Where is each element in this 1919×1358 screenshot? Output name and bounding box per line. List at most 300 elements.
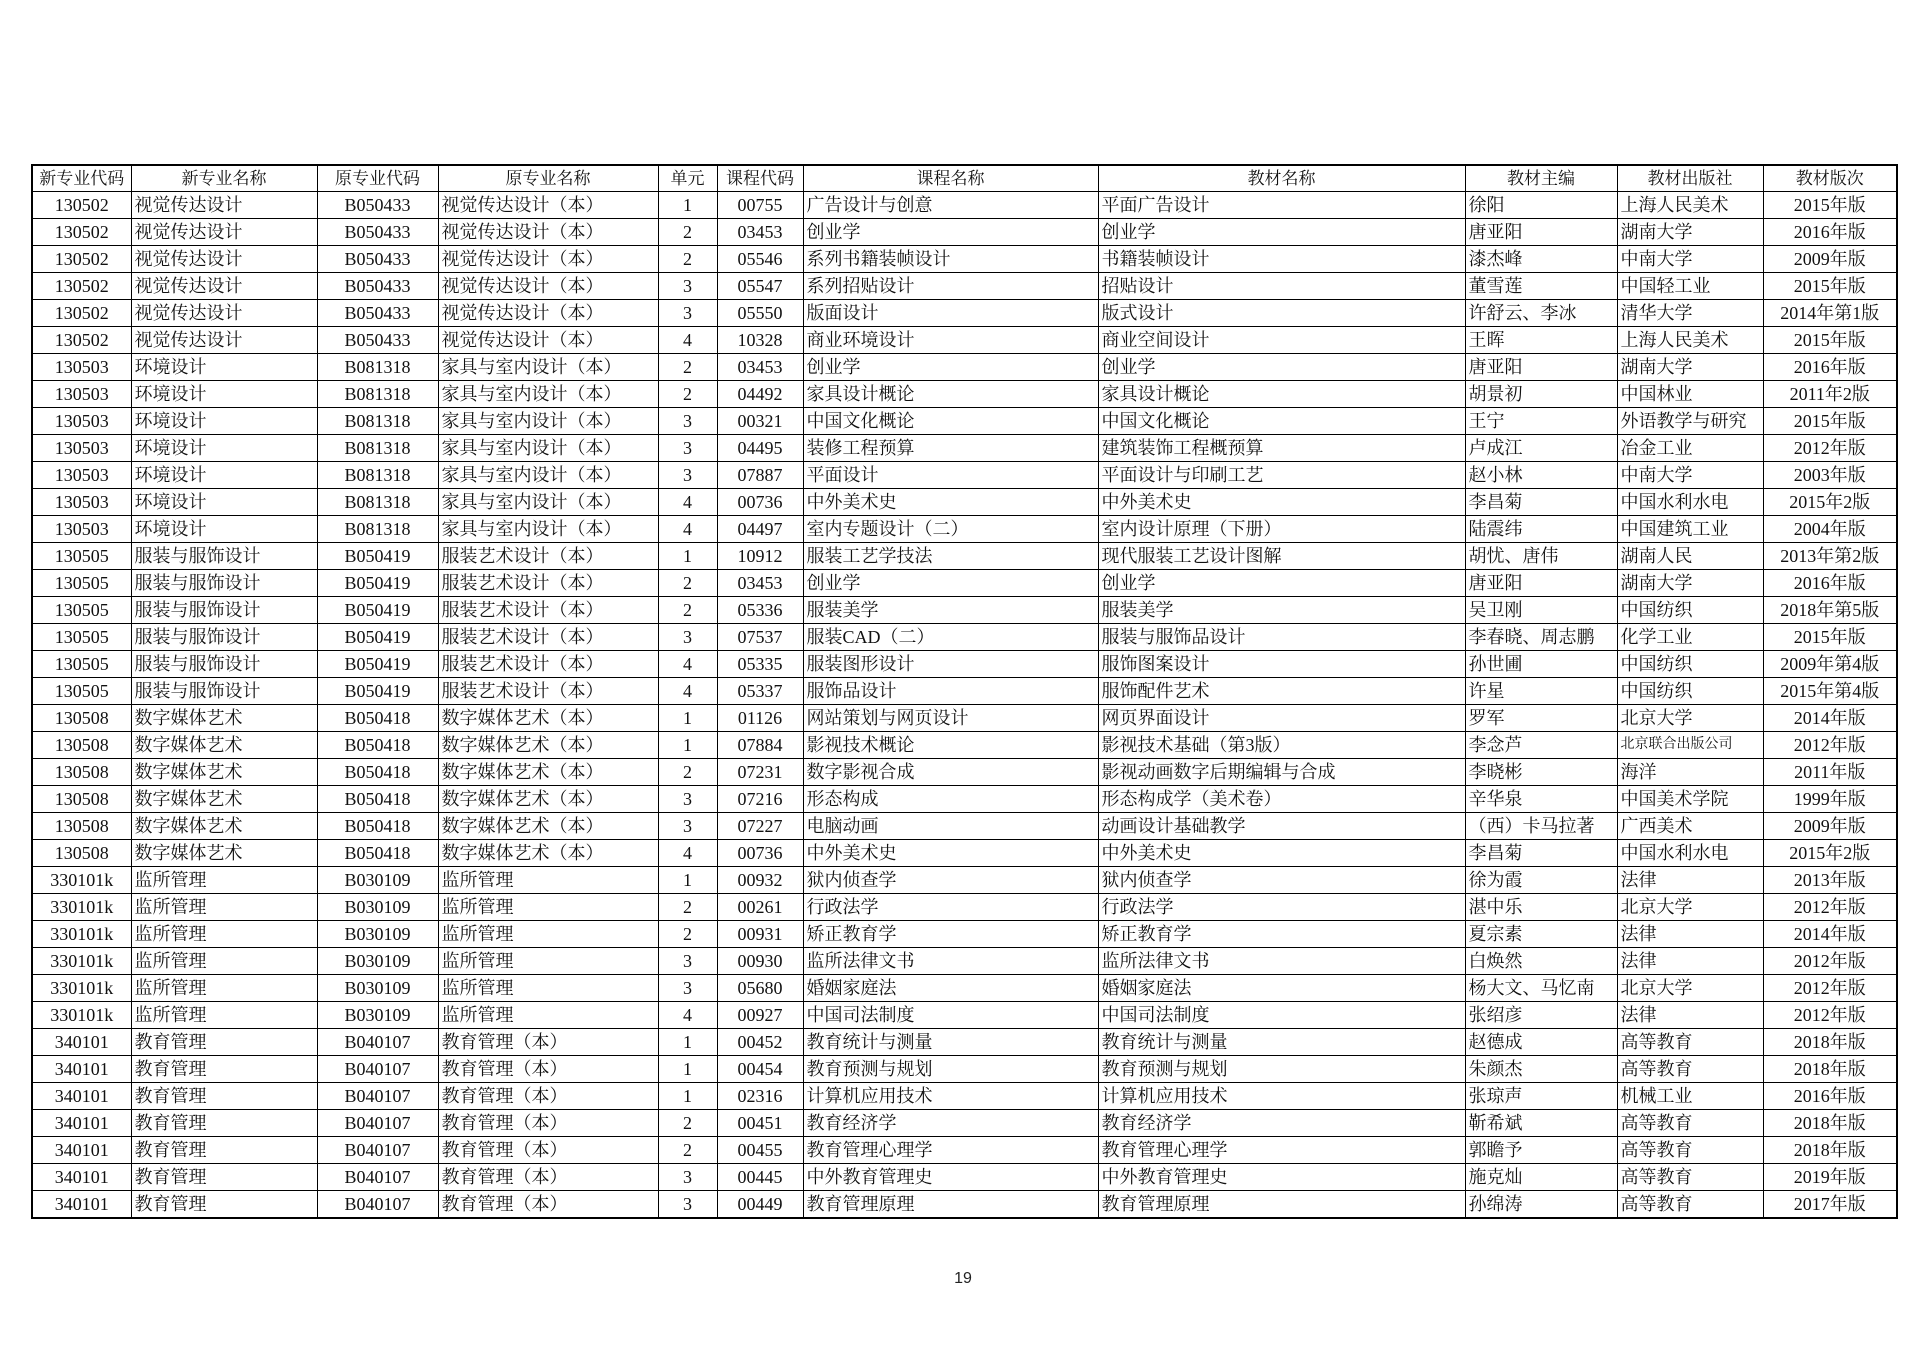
cell-new-major-name: 环境设计 — [131, 435, 317, 462]
cell-textbook-edition: 2015年版 — [1763, 327, 1897, 354]
cell-textbook-publisher: 湖南人民 — [1617, 543, 1763, 570]
cell-new-major-code: 330101k — [32, 867, 131, 894]
cell-orig-major-name: 服装艺术设计（本） — [438, 624, 658, 651]
cell-textbook-name: 行政法学 — [1098, 894, 1465, 921]
cell-new-major-code: 340101 — [32, 1164, 131, 1191]
cell-textbook-editor: 罗军 — [1465, 705, 1617, 732]
cell-unit: 2 — [658, 1137, 717, 1164]
cell-textbook-edition: 2018年版 — [1763, 1137, 1897, 1164]
cell-textbook-name: 影视技术基础（第3版） — [1098, 732, 1465, 759]
cell-textbook-editor: 赵小林 — [1465, 462, 1617, 489]
cell-course-name: 系列书籍装帧设计 — [803, 246, 1098, 273]
table-row — [32, 192, 1897, 219]
cell-textbook-edition: 2012年版 — [1763, 1002, 1897, 1029]
cell-new-major-code: 340101 — [32, 1029, 131, 1056]
table-row — [32, 1029, 1897, 1056]
cell-orig-major-code: B081318 — [317, 462, 438, 489]
cell-course-name: 监所法律文书 — [803, 948, 1098, 975]
cell-course-name: 创业学 — [803, 570, 1098, 597]
cell-new-major-name: 数字媒体艺术 — [131, 732, 317, 759]
cell-new-major-code: 340101 — [32, 1056, 131, 1083]
cell-textbook-edition: 2014年版 — [1763, 921, 1897, 948]
cell-textbook-name: 服饰配件艺术 — [1098, 678, 1465, 705]
cell-textbook-publisher: 上海人民美术 — [1617, 192, 1763, 219]
cell-new-major-name: 环境设计 — [131, 489, 317, 516]
cell-textbook-editor: 辛华泉 — [1465, 786, 1617, 813]
header-new-major-code: 新专业代码 — [32, 165, 131, 192]
cell-textbook-editor: 胡忧、唐伟 — [1465, 543, 1617, 570]
table-row — [32, 597, 1897, 624]
cell-orig-major-code: B050433 — [317, 273, 438, 300]
cell-orig-major-code: B050418 — [317, 840, 438, 867]
cell-textbook-edition: 2012年版 — [1763, 732, 1897, 759]
page-number: 19 — [954, 1270, 972, 1287]
cell-textbook-name: 中外美术史 — [1098, 840, 1465, 867]
cell-textbook-publisher: 北京联合出版公司 — [1617, 732, 1763, 759]
cell-course-name: 服装美学 — [803, 597, 1098, 624]
cell-textbook-editor: 李昌菊 — [1465, 840, 1617, 867]
cell-new-major-name: 环境设计 — [131, 381, 317, 408]
cell-textbook-name: 教育经济学 — [1098, 1110, 1465, 1137]
header-textbook-name: 教材名称 — [1098, 165, 1465, 192]
cell-course-name: 教育统计与测量 — [803, 1029, 1098, 1056]
cell-textbook-publisher: 中国纺织 — [1617, 597, 1763, 624]
cell-new-major-code: 330101k — [32, 975, 131, 1002]
cell-textbook-editor: 李念芦 — [1465, 732, 1617, 759]
cell-orig-major-name: 数字媒体艺术（本） — [438, 813, 658, 840]
cell-new-major-code: 130508 — [32, 840, 131, 867]
cell-new-major-name: 环境设计 — [131, 408, 317, 435]
cell-orig-major-name: 监所管理 — [438, 948, 658, 975]
cell-course-code: 00927 — [717, 1002, 803, 1029]
table-body — [32, 192, 1897, 1219]
cell-orig-major-name: 服装艺术设计（本） — [438, 543, 658, 570]
cell-orig-major-code: B030109 — [317, 894, 438, 921]
cell-course-name: 数字影视合成 — [803, 759, 1098, 786]
cell-orig-major-name: 教育管理（本） — [438, 1083, 658, 1110]
table-row — [32, 894, 1897, 921]
cell-course-name: 服装CAD（二） — [803, 624, 1098, 651]
header-textbook-editor: 教材主编 — [1465, 165, 1617, 192]
cell-textbook-publisher: 中国水利水电 — [1617, 489, 1763, 516]
cell-orig-major-code: B050419 — [317, 624, 438, 651]
cell-course-code: 04492 — [717, 381, 803, 408]
header-new-major-name: 新专业名称 — [131, 165, 317, 192]
cell-orig-major-name: 数字媒体艺术（本） — [438, 705, 658, 732]
header-orig-major-name: 原专业名称 — [438, 165, 658, 192]
cell-textbook-edition: 2013年版 — [1763, 867, 1897, 894]
table-row — [32, 408, 1897, 435]
cell-textbook-edition: 2014年第1版 — [1763, 300, 1897, 327]
cell-unit: 4 — [658, 1002, 717, 1029]
cell-course-code: 05336 — [717, 597, 803, 624]
cell-textbook-name: 平面设计与印刷工艺 — [1098, 462, 1465, 489]
cell-new-major-code: 330101k — [32, 921, 131, 948]
cell-orig-major-name: 数字媒体艺术（本） — [438, 759, 658, 786]
cell-orig-major-code: B050419 — [317, 678, 438, 705]
header-course-code: 课程代码 — [717, 165, 803, 192]
cell-textbook-name: 动画设计基础教学 — [1098, 813, 1465, 840]
cell-textbook-name: 家具设计概论 — [1098, 381, 1465, 408]
cell-new-major-name: 监所管理 — [131, 1002, 317, 1029]
cell-textbook-edition: 2011年2版 — [1763, 381, 1897, 408]
cell-orig-major-name: 家具与室内设计（本） — [438, 462, 658, 489]
course-table-container — [31, 164, 1896, 1219]
cell-textbook-edition: 2012年版 — [1763, 948, 1897, 975]
table-row — [32, 840, 1897, 867]
cell-textbook-publisher: 高等教育 — [1617, 1029, 1763, 1056]
cell-new-major-name: 监所管理 — [131, 867, 317, 894]
cell-course-name: 中国文化概论 — [803, 408, 1098, 435]
table-row — [32, 624, 1897, 651]
cell-new-major-name: 数字媒体艺术 — [131, 705, 317, 732]
cell-orig-major-name: 视觉传达设计（本） — [438, 327, 658, 354]
table-row — [32, 327, 1897, 354]
cell-new-major-name: 教育管理 — [131, 1137, 317, 1164]
cell-textbook-publisher: 湖南大学 — [1617, 354, 1763, 381]
cell-new-major-name: 数字媒体艺术 — [131, 813, 317, 840]
cell-textbook-name: 现代服装工艺设计图解 — [1098, 543, 1465, 570]
cell-textbook-edition: 1999年版 — [1763, 786, 1897, 813]
cell-course-code: 07884 — [717, 732, 803, 759]
cell-new-major-name: 视觉传达设计 — [131, 327, 317, 354]
cell-course-code: 07216 — [717, 786, 803, 813]
cell-new-major-name: 服装与服饰设计 — [131, 543, 317, 570]
cell-textbook-edition: 2015年2版 — [1763, 489, 1897, 516]
cell-new-major-code: 130503 — [32, 381, 131, 408]
table-row — [32, 219, 1897, 246]
cell-textbook-edition: 2018年版 — [1763, 1110, 1897, 1137]
cell-textbook-name: 室内设计原理（下册） — [1098, 516, 1465, 543]
cell-orig-major-name: 家具与室内设计（本） — [438, 516, 658, 543]
cell-orig-major-code: B030109 — [317, 1002, 438, 1029]
cell-textbook-name: 网页界面设计 — [1098, 705, 1465, 732]
cell-textbook-publisher: 中国水利水电 — [1617, 840, 1763, 867]
cell-new-major-name: 服装与服饰设计 — [131, 597, 317, 624]
cell-orig-major-code: B040107 — [317, 1056, 438, 1083]
cell-orig-major-code: B081318 — [317, 435, 438, 462]
cell-course-name: 中国司法制度 — [803, 1002, 1098, 1029]
cell-new-major-code: 130503 — [32, 354, 131, 381]
cell-new-major-name: 监所管理 — [131, 921, 317, 948]
cell-textbook-editor: 卢成江 — [1465, 435, 1617, 462]
cell-new-major-code: 130505 — [32, 624, 131, 651]
cell-course-name: 影视技术概论 — [803, 732, 1098, 759]
cell-course-code: 01126 — [717, 705, 803, 732]
cell-textbook-edition: 2009年版 — [1763, 246, 1897, 273]
cell-course-name: 教育预测与规划 — [803, 1056, 1098, 1083]
cell-orig-major-code: B050433 — [317, 219, 438, 246]
cell-new-major-code: 130502 — [32, 273, 131, 300]
table-header — [32, 165, 1897, 192]
cell-unit: 2 — [658, 570, 717, 597]
cell-new-major-name: 教育管理 — [131, 1191, 317, 1219]
table-row — [32, 543, 1897, 570]
table-row — [32, 813, 1897, 840]
cell-new-major-name: 服装与服饰设计 — [131, 570, 317, 597]
cell-new-major-code: 130503 — [32, 462, 131, 489]
cell-textbook-publisher: 机械工业 — [1617, 1083, 1763, 1110]
cell-textbook-publisher: 法律 — [1617, 948, 1763, 975]
cell-unit: 2 — [658, 597, 717, 624]
cell-textbook-name: 中外美术史 — [1098, 489, 1465, 516]
cell-textbook-editor: 杨大文、马忆南 — [1465, 975, 1617, 1002]
cell-orig-major-name: 服装艺术设计（本） — [438, 597, 658, 624]
cell-textbook-name: 创业学 — [1098, 354, 1465, 381]
cell-unit: 3 — [658, 435, 717, 462]
cell-orig-major-name: 视觉传达设计（本） — [438, 192, 658, 219]
cell-unit: 4 — [658, 651, 717, 678]
cell-orig-major-code: B050418 — [317, 732, 438, 759]
course-table — [31, 164, 1898, 1219]
cell-orig-major-code: B040107 — [317, 1083, 438, 1110]
cell-textbook-publisher: 上海人民美术 — [1617, 327, 1763, 354]
cell-new-major-name: 教育管理 — [131, 1110, 317, 1137]
table-row — [32, 273, 1897, 300]
cell-orig-major-code: B040107 — [317, 1164, 438, 1191]
cell-textbook-publisher: 法律 — [1617, 921, 1763, 948]
cell-unit: 1 — [658, 705, 717, 732]
cell-new-major-code: 340101 — [32, 1083, 131, 1110]
cell-course-code: 04497 — [717, 516, 803, 543]
cell-course-code: 00451 — [717, 1110, 803, 1137]
cell-textbook-editor: 唐亚阳 — [1465, 354, 1617, 381]
table-row — [32, 570, 1897, 597]
cell-textbook-editor: 许舒云、李冰 — [1465, 300, 1617, 327]
cell-new-major-code: 130505 — [32, 597, 131, 624]
cell-textbook-editor: 徐为霞 — [1465, 867, 1617, 894]
cell-course-name: 中外美术史 — [803, 840, 1098, 867]
header-textbook-publisher: 教材出版社 — [1617, 165, 1763, 192]
cell-textbook-edition: 2009年第4版 — [1763, 651, 1897, 678]
cell-orig-major-name: 视觉传达设计（本） — [438, 273, 658, 300]
cell-textbook-editor: 张琼声 — [1465, 1083, 1617, 1110]
cell-textbook-edition: 2016年版 — [1763, 570, 1897, 597]
cell-textbook-name: 中国文化概论 — [1098, 408, 1465, 435]
cell-textbook-publisher: 北京大学 — [1617, 705, 1763, 732]
cell-textbook-name: 计算机应用技术 — [1098, 1083, 1465, 1110]
cell-course-code: 00932 — [717, 867, 803, 894]
cell-orig-major-code: B081318 — [317, 489, 438, 516]
cell-unit: 2 — [658, 1110, 717, 1137]
table-row — [32, 975, 1897, 1002]
cell-course-code: 05337 — [717, 678, 803, 705]
cell-new-major-name: 环境设计 — [131, 354, 317, 381]
cell-textbook-publisher: 外语教学与研究 — [1617, 408, 1763, 435]
cell-textbook-name: 建筑装饰工程概预算 — [1098, 435, 1465, 462]
cell-course-name: 中外教育管理史 — [803, 1164, 1098, 1191]
cell-unit: 3 — [658, 948, 717, 975]
cell-textbook-publisher: 清华大学 — [1617, 300, 1763, 327]
cell-orig-major-code: B050419 — [317, 597, 438, 624]
cell-course-code: 07887 — [717, 462, 803, 489]
cell-new-major-code: 130503 — [32, 489, 131, 516]
cell-textbook-publisher: 海洋 — [1617, 759, 1763, 786]
cell-orig-major-name: 家具与室内设计（本） — [438, 354, 658, 381]
cell-new-major-name: 监所管理 — [131, 975, 317, 1002]
cell-textbook-publisher: 高等教育 — [1617, 1191, 1763, 1219]
cell-course-code: 03453 — [717, 354, 803, 381]
cell-orig-major-name: 监所管理 — [438, 921, 658, 948]
cell-orig-major-name: 教育管理（本） — [438, 1137, 658, 1164]
cell-unit: 2 — [658, 219, 717, 246]
cell-orig-major-name: 数字媒体艺术（本） — [438, 732, 658, 759]
cell-unit: 2 — [658, 921, 717, 948]
cell-course-name: 服装图形设计 — [803, 651, 1098, 678]
cell-new-major-code: 130508 — [32, 786, 131, 813]
header-textbook-edition: 教材版次 — [1763, 165, 1897, 192]
cell-new-major-name: 监所管理 — [131, 948, 317, 975]
cell-textbook-name: 教育管理心理学 — [1098, 1137, 1465, 1164]
header-orig-major-code: 原专业代码 — [317, 165, 438, 192]
table-row — [32, 354, 1897, 381]
cell-textbook-edition: 2016年版 — [1763, 1083, 1897, 1110]
cell-course-code: 04495 — [717, 435, 803, 462]
cell-textbook-edition: 2018年版 — [1763, 1029, 1897, 1056]
cell-unit: 3 — [658, 1164, 717, 1191]
cell-new-major-name: 教育管理 — [131, 1029, 317, 1056]
cell-textbook-name: 婚姻家庭法 — [1098, 975, 1465, 1002]
cell-new-major-name: 环境设计 — [131, 462, 317, 489]
cell-course-name: 室内专题设计（二） — [803, 516, 1098, 543]
cell-course-name: 矫正教育学 — [803, 921, 1098, 948]
table-row — [32, 1164, 1897, 1191]
table-row — [32, 759, 1897, 786]
cell-new-major-name: 视觉传达设计 — [131, 219, 317, 246]
cell-textbook-editor: 吴卫刚 — [1465, 597, 1617, 624]
cell-textbook-name: 书籍装帧设计 — [1098, 246, 1465, 273]
cell-course-code: 10912 — [717, 543, 803, 570]
cell-course-code: 05547 — [717, 273, 803, 300]
cell-unit: 1 — [658, 1083, 717, 1110]
cell-textbook-name: 影视动画数字后期编辑与合成 — [1098, 759, 1465, 786]
cell-course-code: 02316 — [717, 1083, 803, 1110]
cell-textbook-editor: 徐阳 — [1465, 192, 1617, 219]
table-row — [32, 948, 1897, 975]
table-row — [32, 435, 1897, 462]
cell-textbook-editor: 靳希斌 — [1465, 1110, 1617, 1137]
cell-unit: 3 — [658, 1191, 717, 1219]
cell-course-name: 形态构成 — [803, 786, 1098, 813]
cell-new-major-name: 数字媒体艺术 — [131, 759, 317, 786]
table-row — [32, 1191, 1897, 1219]
cell-textbook-publisher: 高等教育 — [1617, 1056, 1763, 1083]
table-row — [32, 489, 1897, 516]
cell-textbook-edition: 2015年2版 — [1763, 840, 1897, 867]
cell-new-major-name: 服装与服饰设计 — [131, 678, 317, 705]
cell-course-name: 版面设计 — [803, 300, 1098, 327]
cell-new-major-name: 教育管理 — [131, 1083, 317, 1110]
cell-new-major-code: 130505 — [32, 570, 131, 597]
cell-textbook-editor: 李昌菊 — [1465, 489, 1617, 516]
cell-course-name: 系列招贴设计 — [803, 273, 1098, 300]
cell-new-major-name: 视觉传达设计 — [131, 192, 317, 219]
cell-textbook-name: 版式设计 — [1098, 300, 1465, 327]
cell-new-major-code: 130502 — [32, 219, 131, 246]
cell-orig-major-code: B030109 — [317, 975, 438, 1002]
cell-course-code: 00321 — [717, 408, 803, 435]
cell-course-code: 05550 — [717, 300, 803, 327]
cell-textbook-name: 服装美学 — [1098, 597, 1465, 624]
cell-course-code: 00755 — [717, 192, 803, 219]
cell-course-code: 00455 — [717, 1137, 803, 1164]
cell-course-name: 平面设计 — [803, 462, 1098, 489]
cell-orig-major-code: B040107 — [317, 1191, 438, 1219]
cell-textbook-publisher: 中国轻工业 — [1617, 273, 1763, 300]
cell-course-name: 创业学 — [803, 354, 1098, 381]
cell-new-major-code: 340101 — [32, 1191, 131, 1219]
cell-textbook-publisher: 湖南大学 — [1617, 219, 1763, 246]
cell-orig-major-name: 监所管理 — [438, 975, 658, 1002]
cell-textbook-edition: 2019年版 — [1763, 1164, 1897, 1191]
cell-course-name: 装修工程预算 — [803, 435, 1098, 462]
cell-new-major-code: 330101k — [32, 948, 131, 975]
cell-textbook-publisher: 广西美术 — [1617, 813, 1763, 840]
cell-course-code: 00736 — [717, 489, 803, 516]
cell-textbook-name: 创业学 — [1098, 570, 1465, 597]
cell-orig-major-name: 数字媒体艺术（本） — [438, 786, 658, 813]
table-row — [32, 651, 1897, 678]
table-row — [32, 381, 1897, 408]
cell-textbook-edition: 2016年版 — [1763, 219, 1897, 246]
cell-textbook-editor: 赵德成 — [1465, 1029, 1617, 1056]
cell-orig-major-name: 教育管理（本） — [438, 1110, 658, 1137]
cell-unit: 3 — [658, 975, 717, 1002]
cell-course-name: 教育经济学 — [803, 1110, 1098, 1137]
cell-orig-major-code: B081318 — [317, 516, 438, 543]
cell-textbook-publisher: 高等教育 — [1617, 1110, 1763, 1137]
cell-unit: 4 — [658, 327, 717, 354]
table-row — [32, 921, 1897, 948]
cell-textbook-publisher: 法律 — [1617, 1002, 1763, 1029]
cell-course-name: 计算机应用技术 — [803, 1083, 1098, 1110]
cell-textbook-editor: 夏宗素 — [1465, 921, 1617, 948]
cell-course-code: 05680 — [717, 975, 803, 1002]
cell-orig-major-code: B081318 — [317, 408, 438, 435]
cell-textbook-name: 监所法律文书 — [1098, 948, 1465, 975]
cell-textbook-edition: 2012年版 — [1763, 894, 1897, 921]
cell-course-code: 07537 — [717, 624, 803, 651]
cell-orig-major-code: B050433 — [317, 300, 438, 327]
table-row — [32, 462, 1897, 489]
cell-textbook-edition: 2015年版 — [1763, 408, 1897, 435]
cell-textbook-publisher: 北京大学 — [1617, 975, 1763, 1002]
cell-course-code: 00445 — [717, 1164, 803, 1191]
cell-unit: 4 — [658, 516, 717, 543]
cell-textbook-name: 教育统计与测量 — [1098, 1029, 1465, 1056]
cell-orig-major-code: B050433 — [317, 327, 438, 354]
cell-unit: 1 — [658, 1056, 717, 1083]
cell-orig-major-name: 家具与室内设计（本） — [438, 408, 658, 435]
cell-textbook-name: 创业学 — [1098, 219, 1465, 246]
cell-new-major-code: 130502 — [32, 246, 131, 273]
cell-textbook-edition: 2009年版 — [1763, 813, 1897, 840]
cell-textbook-edition: 2012年版 — [1763, 435, 1897, 462]
cell-unit: 4 — [658, 678, 717, 705]
cell-textbook-name: 教育预测与规划 — [1098, 1056, 1465, 1083]
cell-new-major-code: 340101 — [32, 1110, 131, 1137]
table-row — [32, 1110, 1897, 1137]
cell-new-major-code: 130505 — [32, 651, 131, 678]
cell-orig-major-name: 监所管理 — [438, 894, 658, 921]
cell-unit: 3 — [658, 786, 717, 813]
cell-course-code: 07227 — [717, 813, 803, 840]
cell-textbook-publisher: 中国林业 — [1617, 381, 1763, 408]
cell-course-code: 00449 — [717, 1191, 803, 1219]
cell-orig-major-name: 家具与室内设计（本） — [438, 381, 658, 408]
cell-orig-major-name: 视觉传达设计（本） — [438, 246, 658, 273]
header-row — [32, 165, 1897, 192]
